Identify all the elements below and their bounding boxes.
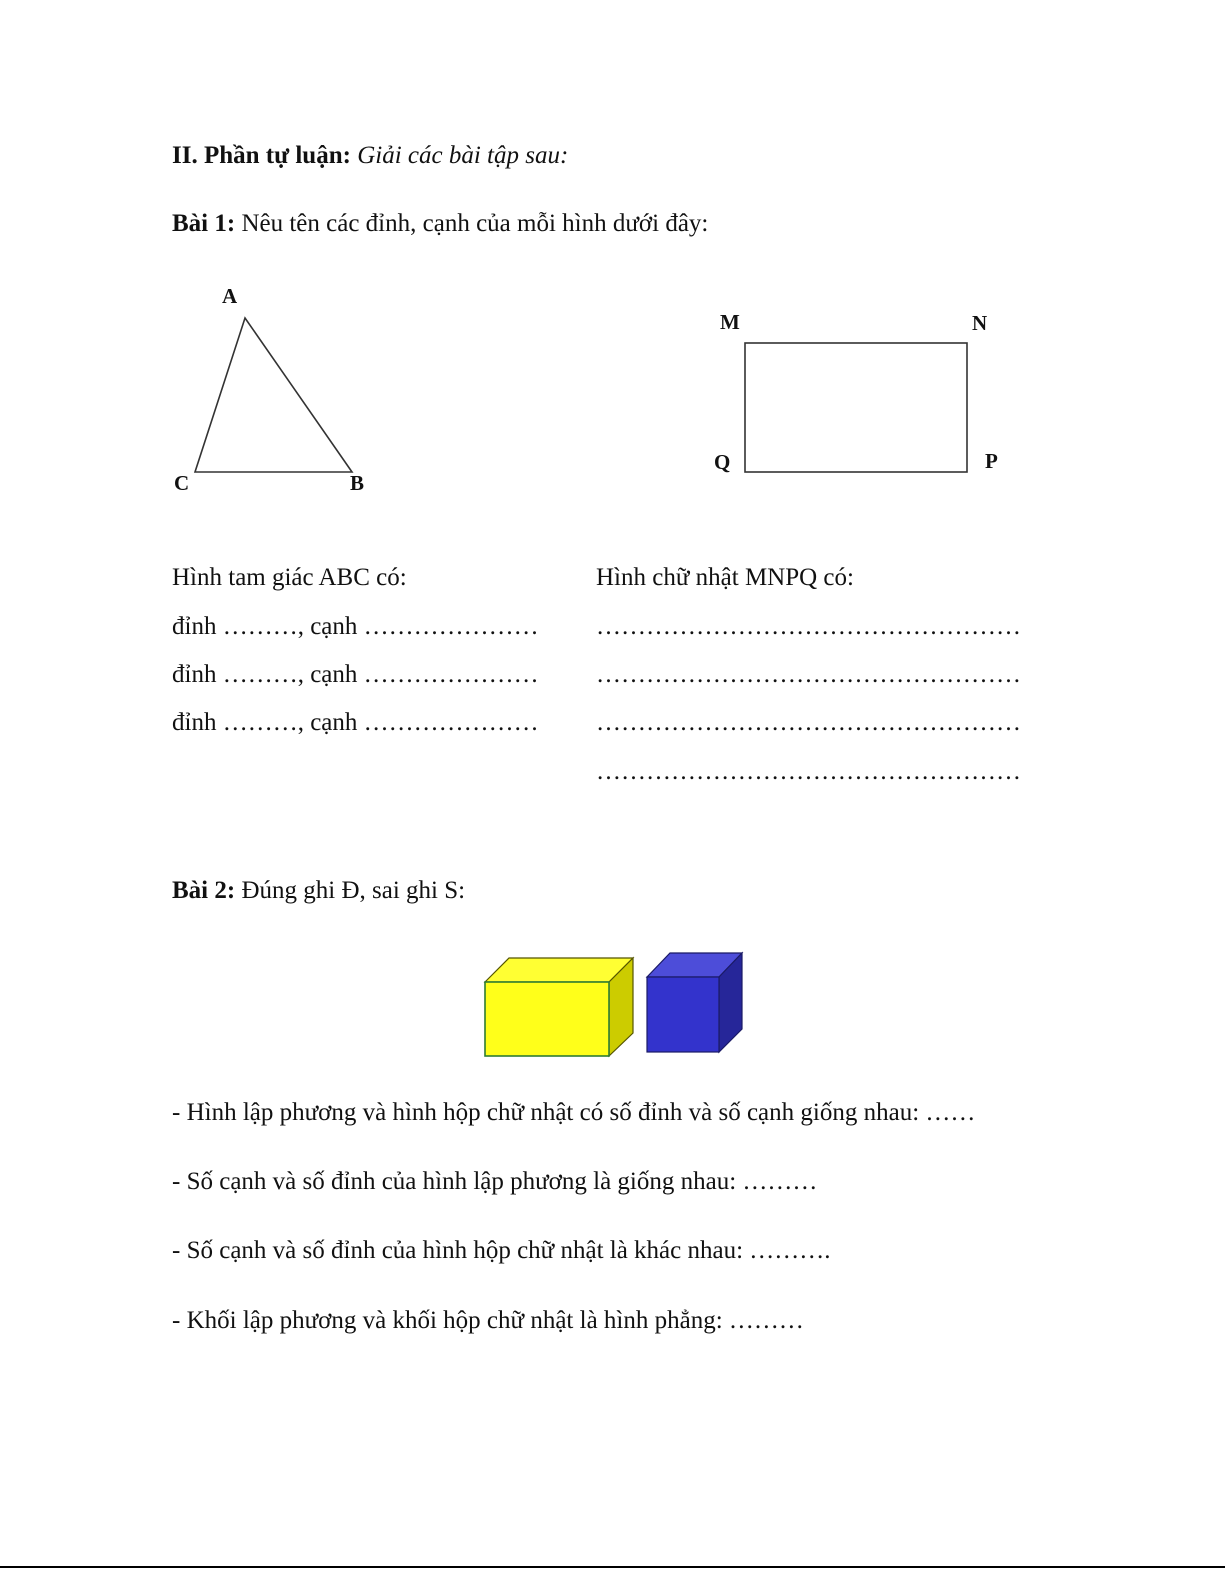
exercise1-prompt: Nêu tên các đỉnh, cạnh của mỗi hình dưới đây: — [241, 210, 709, 237]
vertex-b-label: B — [350, 471, 365, 495]
triangle-answer-line: đỉnh ………, cạnh ………………… — [172, 613, 539, 640]
exercise2-label: Bài 2: — [172, 877, 236, 904]
exercise1-label: Bài 1: — [172, 210, 236, 237]
rectangle-answer-line: …………………………………………… — [596, 709, 1021, 736]
statement-line: - Hình lập phương và hình hộp chữ nhật có số đỉnh và số cạnh giống nhau: …… — [172, 1099, 976, 1126]
rectangle-caption: Hình chữ nhật MNPQ có: — [596, 564, 854, 591]
vertex-q-label: Q — [714, 450, 731, 474]
section-instruction: Giải các bài tập sau: — [357, 142, 569, 169]
cube-front-face — [647, 977, 719, 1052]
rectangle-answer-line: …………………………………………… — [596, 613, 1021, 640]
cuboid-front-face — [485, 982, 609, 1056]
cube-figure — [647, 953, 742, 1052]
rectangle-answer-line: …………………………………………… — [596, 661, 1021, 688]
triangle-caption: Hình tam giác ABC có: — [172, 564, 407, 591]
vertex-p-label: P — [985, 449, 998, 473]
exercise2-prompt: Đúng ghi Đ, sai ghi S: — [241, 877, 466, 904]
statement-line: - Số cạnh và số đỉnh của hình hộp chữ nhật là khác nhau: ………. — [172, 1237, 831, 1264]
vertex-n-label: N — [972, 311, 988, 335]
bottom-rule — [0, 1566, 1225, 1568]
cuboid-figure — [485, 958, 633, 1056]
rectangle-answer-line: …………………………………………… — [596, 758, 1021, 785]
triangle-answer-line: đỉnh ………, cạnh ………………… — [172, 661, 539, 688]
statement-line: - Số cạnh và số đỉnh của hình lập phương là giống nhau: ……… — [172, 1168, 818, 1195]
section-label: II. Phần tự luận: — [172, 142, 351, 169]
cuboid-top-face — [485, 958, 633, 982]
statement-line: - Khối lập phương và khối hộp chữ nhật là hình phẳng: ……… — [172, 1307, 804, 1334]
vertex-m-label: M — [720, 310, 740, 334]
triangle-answer-line: đỉnh ………, cạnh ………………… — [172, 709, 539, 736]
vertex-a-label: A — [222, 284, 238, 308]
vertex-c-label: C — [174, 471, 190, 495]
